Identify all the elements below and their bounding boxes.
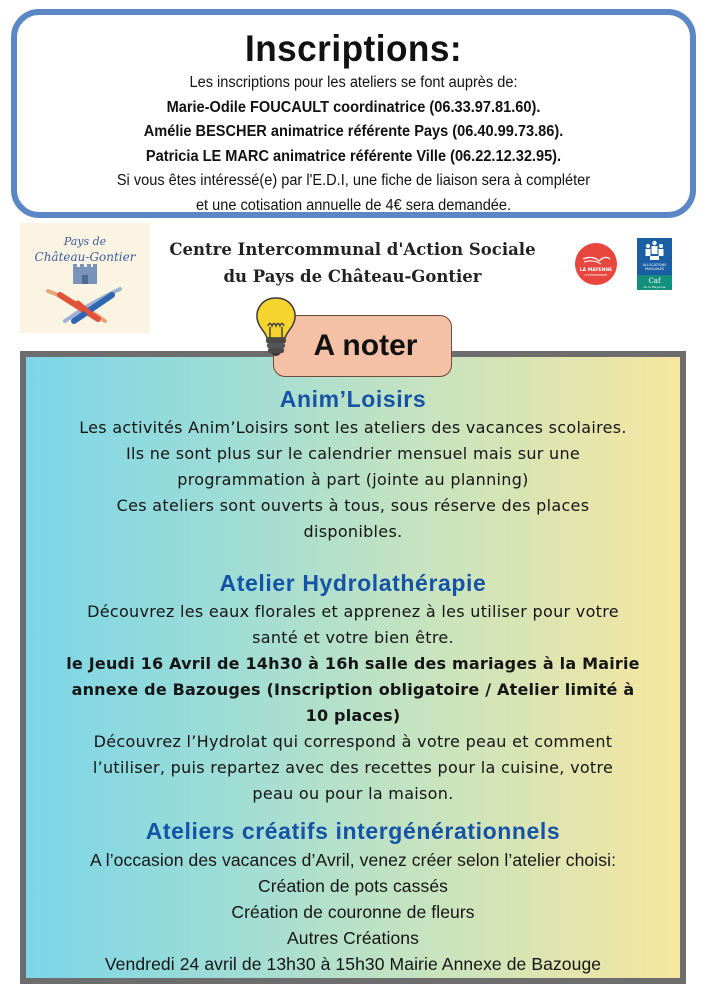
section-list-item: Création de couronne de fleurs <box>231 902 475 922</box>
organisation-title <box>150 236 555 290</box>
contact-referente-pays: Amélie BESCHER animatrice référente Pays (06.40.99.73.86). <box>143 123 564 140</box>
a-noter-label: A noter <box>313 329 418 362</box>
organisation-title-line2: du Pays de Château-Gontier <box>223 267 482 286</box>
section-text-line: programmation à part (jointe au planning) <box>177 470 529 489</box>
section-list-item: Autres Créations <box>287 928 419 948</box>
section-event-details: Vendredi 24 avril de 13h30 à 15h30 Mairie Annexe de Bazouge <box>104 954 602 974</box>
section-title: Anim’Loisirs <box>279 386 427 412</box>
la-mayenne-subtext: LE DÉPARTEMENT <box>584 274 608 277</box>
la-mayenne-logo <box>575 243 617 285</box>
pays-chateau-gontier-logo <box>20 223 150 333</box>
inscriptions-title: Inscriptions: <box>244 28 463 69</box>
logo-text-line2: Château-Gontier <box>34 250 136 264</box>
la-mayenne-text: LA MAYENNE <box>579 268 613 273</box>
caf-sub: de la Mayenne <box>643 285 666 289</box>
section-title: Atelier Hydrolathérapie <box>219 570 487 596</box>
section-text-line: Ils ne sont plus sur le calendrier mensuel mais sur une <box>125 444 581 463</box>
inscriptions-box <box>11 9 696 218</box>
section-text-line: Les activités Anim’Loisirs sont les ateliers des vacances scolaires. <box>79 418 627 437</box>
pays-chateau-gontier-logo-icon <box>20 223 150 333</box>
section-event-details: annexe de Bazouges (Inscription obligatoire / Atelier limité à <box>71 680 635 699</box>
section-ateliers-creatifs <box>26 815 680 977</box>
castle-icon <box>73 264 97 284</box>
edi-note-line1: Si vous êtes intéressé(e) par l'E.D.I, une fiche de liaison sera à compléter <box>116 172 591 189</box>
ribbons-icon <box>48 289 120 321</box>
section-text-line: Ces ateliers sont ouverts à tous, sous réserve des places <box>116 496 590 515</box>
caf-logo-icon <box>637 238 672 290</box>
caf-line1: ALLOCATIONS <box>642 263 667 267</box>
edi-note-line2: et une cotisation annuelle de 4€ sera demandée. <box>195 196 512 214</box>
section-text-line: Découvrez l’Hydrolat qui correspond à votre peau et comment <box>93 732 613 751</box>
section-text-line: A l’occasion des vacances d’Avril, venez créer selon l’atelier choisi: <box>89 850 617 870</box>
notes-content <box>26 378 680 977</box>
la-mayenne-logo-icon <box>575 243 617 285</box>
section-text-line: santé et votre bien être. <box>252 628 454 647</box>
contact-referente-ville: Patricia LE MARC animatrice référente Ville (06.22.12.32.95). <box>145 147 562 165</box>
caf-logo <box>637 238 672 290</box>
a-noter-badge <box>273 315 452 377</box>
caf-line2: FAMILIALES <box>644 267 665 271</box>
section-list-item: Création de pots cassés <box>257 876 449 896</box>
section-anim-loisirs <box>26 383 680 545</box>
section-title: Ateliers créatifs intergénérationnels <box>145 818 561 844</box>
section-text-line: peau ou pour la maison. <box>252 784 454 803</box>
lightbulb-icon <box>254 296 298 360</box>
organisation-title-line1: Centre Intercommunal d'Action Sociale <box>169 240 536 259</box>
section-text-line: l’utiliser, puis repartez avec des recettes pour la cuisine, votre <box>92 758 614 777</box>
logo-text-line1: Pays de <box>63 235 107 248</box>
section-hydrolatherapie <box>26 567 680 807</box>
section-event-details: 10 places) <box>305 706 401 725</box>
contact-coordinatrice: Marie-Odile FOUCAULT coordinatrice (06.33.97.81.60). <box>166 98 541 116</box>
caf-brand: Caf <box>648 277 661 285</box>
section-text-line: Découvrez les eaux florales et apprenez à les utiliser pour votre <box>87 602 619 621</box>
section-text-line: disponibles. <box>303 522 403 541</box>
section-event-details: le Jeudi 16 Avril de 14h30 à 16h salle des mariages à la Mairie <box>66 654 640 673</box>
inscriptions-intro: Les inscriptions pour les ateliers se font auprès de: <box>189 74 518 91</box>
